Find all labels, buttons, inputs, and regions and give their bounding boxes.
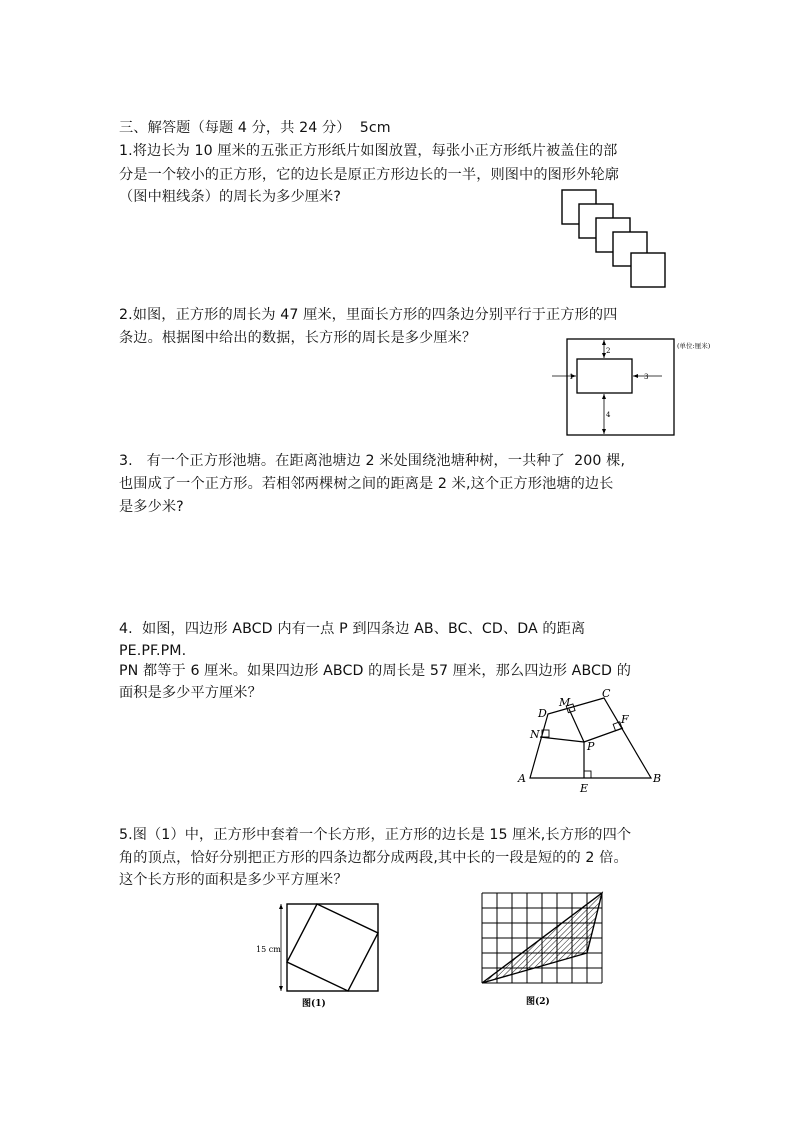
caption-fig2: 图(2) — [526, 997, 550, 1007]
q4-line-2: PE.PF.PM. — [119, 643, 187, 659]
q5-figure-2 — [478, 888, 608, 1012]
q4-line-3: PN 都等于 6 厘米。如果四边形 ABCD 的周长是 57 厘米，那么四边形 ABCD 的 — [119, 663, 631, 679]
q1-line-3: （图中粗线条）的周长为多少厘米? — [119, 189, 341, 205]
unit-label: (单位:厘米) — [677, 342, 710, 350]
q1-line-2: 分是一个较小的正方形，它的边长是原正方形边长的一半，则图中的图形外轮廓 — [119, 167, 620, 183]
caption-fig1: 图(1) — [302, 999, 326, 1009]
label-bottom: 4 — [606, 411, 611, 419]
q3-line-3: 是多少米? — [119, 499, 184, 515]
square-5 — [631, 253, 665, 287]
label-e: E — [580, 782, 589, 794]
side-label: 15 cm — [256, 945, 281, 954]
q2-line-1: 2.如图，正方形的周长为 47 厘米，里面长方形的四条边分别平行于正方形的四 — [119, 307, 618, 323]
q5-line-3: 这个长方形的面积是多少平方厘米？ — [119, 872, 348, 888]
label-n: N — [530, 728, 540, 741]
q5-line-2: 角的顶点，恰好分别把正方形的四条边都分成两段,其中长的一段是短的的 2 倍。 — [119, 850, 628, 866]
q4-line-4: 面积是多少平方厘米？ — [119, 685, 262, 701]
label-top: 2 — [606, 347, 611, 355]
q4-quadrilateral-figure — [510, 686, 675, 794]
section-header: 三、解答题（每题 4 分，共 24 分） 5cm — [119, 120, 391, 136]
q3-line-1: 3. 有一个正方形池塘。在距离池塘边 2 米处围绕池塘种树，一共种了 200 棵, — [119, 453, 626, 469]
label-f: F — [621, 713, 629, 726]
label-m: M — [559, 696, 571, 709]
q4-line-1: 4. 如图，四边形 ABCD 内有一点 P 到四条边 AB、BC、CD、DA 的距离 — [119, 621, 586, 637]
inner-rectangle — [577, 359, 632, 393]
q2-square-rectangle-figure — [540, 337, 710, 439]
label-a: A — [518, 772, 526, 785]
label-c: C — [602, 687, 611, 700]
q1-line-1: 1.将边长为 10 厘米的五张正方形纸片如图放置，每张小正方形纸片被盖住的部 — [119, 143, 618, 159]
q2-line-2: 条边。根据图中给出的数据，长方形的周长是多少厘米？ — [119, 330, 477, 346]
label-p: P — [587, 740, 595, 753]
label-b: B — [653, 772, 662, 785]
q5-line-1: 5.图（1）中，正方形中套着一个长方形，正方形的边长是 15 厘米,长方形的四个 — [119, 827, 632, 843]
label-left: 1 — [569, 373, 574, 381]
q1-stacked-squares-figure — [556, 186, 672, 290]
q3-line-2: 也围成了一个正方形。若相邻两棵树之间的距离是 2 米,这个正方形池塘的边长 — [119, 476, 614, 492]
label-d: D — [538, 707, 547, 720]
label-right: 3 — [644, 373, 649, 381]
q5-figure-1 — [253, 898, 383, 1012]
outer-square — [287, 904, 378, 991]
